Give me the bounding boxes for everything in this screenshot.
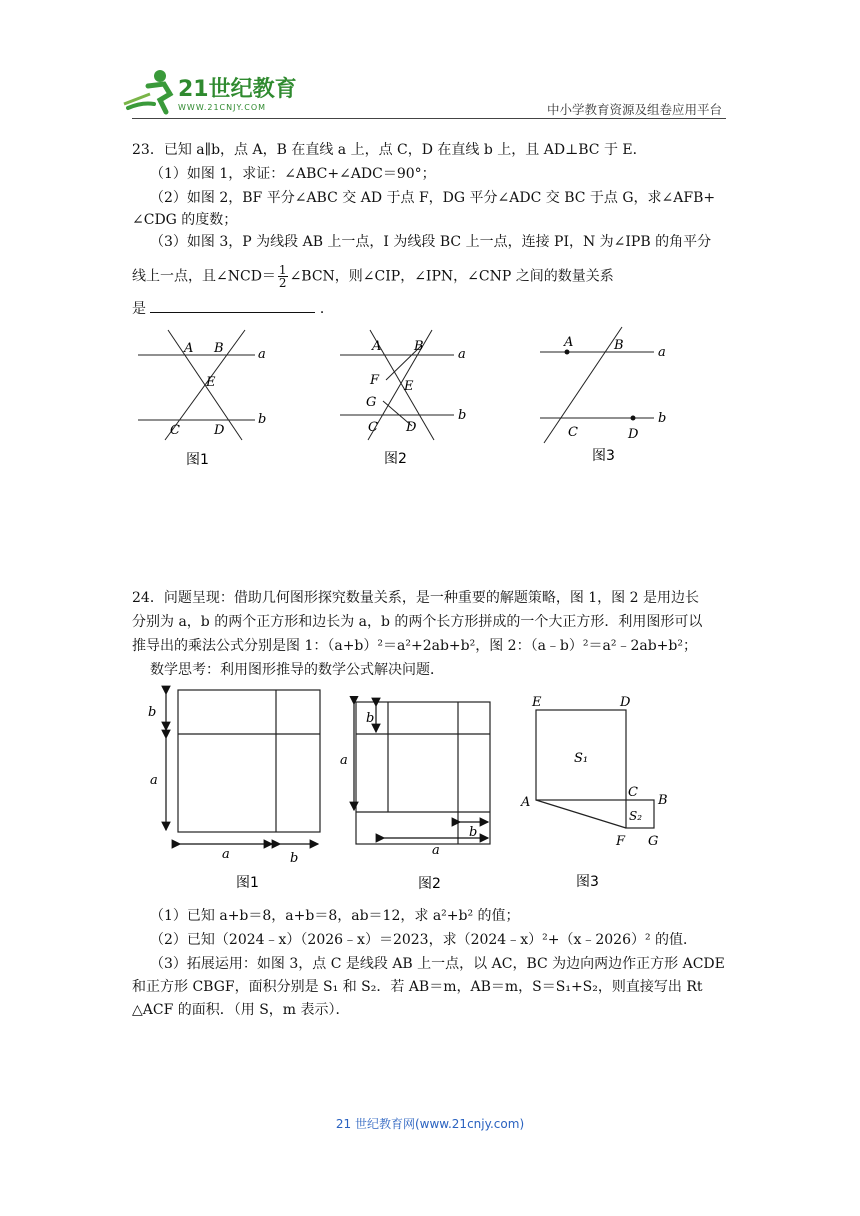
fig3-label-b-point: B <box>614 338 624 353</box>
q24-fig1-label-a-left: a <box>150 773 158 788</box>
q23-figure-3 <box>530 322 680 467</box>
q23-line6 <box>132 264 614 289</box>
fig1-label-b-point: B <box>214 341 224 356</box>
q24-fig3-label-s1: S₁ <box>574 751 589 766</box>
q24-part1: （1）已知 a+b＝8，a+b＝8，ab＝12，求 a²+b² 的值； <box>150 908 520 924</box>
fig2-caption: 图2 <box>384 451 407 467</box>
fig2-line-a: a <box>458 347 466 362</box>
q24-fig2-label-a-left: a <box>340 753 348 768</box>
q23-line3: （2）如图 2，BF 平分∠ABC 交 AD 于点 F，DG 平分∠ADC 交 BC 于点 G，求∠AFB+ <box>150 190 716 206</box>
q24-fig1-label-a-bottom: a <box>222 847 230 862</box>
fig2-label-f-point: F <box>370 373 380 388</box>
q24-fig1-caption: 图1 <box>236 875 259 891</box>
footer-link[interactable]: 21 世纪教育网(www.21cnjy.com) <box>335 1117 525 1131</box>
fig3-label-d-point: D <box>628 427 639 442</box>
q24-fig2-label-b-left: b <box>366 711 375 726</box>
q24-fig3-label-g: G <box>648 834 659 849</box>
point-d-dot <box>631 416 636 421</box>
q24-fig3-label-a: A <box>521 795 531 810</box>
q23-line7-start: 是 <box>132 301 146 317</box>
q24-part2: （2）已知（2024﹣x）（2026﹣x）＝2023，求（2024﹣x）²+（x﹣2026）² 的值． <box>150 932 698 948</box>
q24-part3-line2: 和正方形 CBGF，面积分别是 S₁ 和 S₂．若 AB＝m，AB＝m，S＝S₁+S₂，则直接写出 Rt <box>132 979 703 995</box>
fig2-label-c-point: C <box>368 420 378 435</box>
q24-fig3-label-b: B <box>658 793 668 808</box>
q23-line4: ∠CDG 的度数； <box>132 212 238 228</box>
q23-line6-end: ∠BCN，则∠CIP，∠IPN，∠CNP 之间的数量关系 <box>289 268 614 285</box>
site-logo <box>120 64 300 120</box>
fig2-label-d-point: D <box>406 420 417 435</box>
runner-icon <box>124 70 170 112</box>
fig1-label-d-point: D <box>214 423 225 438</box>
fraction-denominator: 2 <box>278 276 287 290</box>
fig2-label-g-point: G <box>366 395 377 410</box>
q24-line4: 数学思考：利用图形推导的数学公式解决问题． <box>150 662 444 678</box>
fig1-label-c-point: C <box>170 423 180 438</box>
fig2-label-e-point: E <box>404 379 414 394</box>
header-divider <box>132 118 726 119</box>
fig1-line-b: b <box>258 412 267 427</box>
fig2-line-b: b <box>458 408 467 423</box>
q24-figure-3 <box>516 692 686 892</box>
fig3-line-b: b <box>658 411 667 426</box>
q23-line5: （3）如图 3，P 为线段 AB 上一点，I 为线段 BC 上一点，连接 PI，N 为∠IPB 的角平分 <box>150 234 712 250</box>
fig1-line-a: a <box>258 347 266 362</box>
q23-line7-end: ． <box>319 301 334 317</box>
q23-line2: （1）如图 1，求证：∠ABC+∠ADC＝90°； <box>150 166 436 182</box>
q24-fig3-label-e: E <box>532 695 542 710</box>
q24-fig2-caption: 图2 <box>418 876 441 892</box>
q23-line7 <box>132 298 334 319</box>
q24-line2: 分别为 a，b 的两个正方形和边长为 a，b 的两个长方形拼成的一个大正方形．利用图形可以 <box>132 614 703 630</box>
platform-name: 中小学教育资源及组卷应用平台 <box>546 102 722 117</box>
fig2-label-a-point: A <box>372 339 382 354</box>
fig3-label-a-point: A <box>564 335 574 350</box>
q24-part3-line3: △ACF 的面积．（用 S，m 表示）． <box>132 1002 350 1018</box>
q24-fig2-label-b-inner: b <box>469 825 478 840</box>
fig1-label-a-point: A <box>184 341 194 356</box>
q24-fig3-label-s2: S₂ <box>629 809 643 823</box>
q24-fig3-label-d: D <box>620 695 631 710</box>
q23-figure-1 <box>130 328 280 473</box>
q24-figure-1 <box>140 684 330 894</box>
q23-line1: 23．已知 a∥b，点 A，B 在直线 a 上，点 C，D 在直线 b 上，且 AD⊥BC 于 E． <box>132 142 647 158</box>
fig3-label-c-point: C <box>568 425 578 440</box>
logo-url: WWW.21CNJY.COM <box>178 103 267 112</box>
logo-title: 21世纪教育 <box>178 77 297 102</box>
fig1-caption: 图1 <box>186 452 209 468</box>
q24-fig2-label-a-bottom: a <box>432 843 440 858</box>
q24-fig1-label-b-bottom: b <box>290 851 299 866</box>
point-a-dot <box>565 350 570 355</box>
fig2-label-b-point: B <box>414 339 424 354</box>
q24-fig3-label-f: F <box>616 834 626 849</box>
answer-blank[interactable] <box>150 298 315 313</box>
q23-line6-start: 线上一点，且∠NCD＝ <box>132 268 276 285</box>
q24-figure-2 <box>336 696 496 896</box>
fig3-line-a: a <box>658 345 666 360</box>
q24-fig3-caption: 图3 <box>576 874 599 890</box>
q24-line1: 24．问题呈现：借助几何图形探究数量关系，是一种重要的解题策略，图 1，图 2 是用边长 <box>132 590 699 606</box>
fig3-caption: 图3 <box>592 448 615 464</box>
q24-line3: 推导出的乘法公式分别是图 1：（a+b）²＝a²+2ab+b²，图 2：（a﹣b）²＝a²﹣2ab+b²； <box>132 638 697 654</box>
one-half-fraction <box>278 264 288 289</box>
q24-fig1-label-b-left: b <box>148 705 157 720</box>
fig1-label-e-point: E <box>206 375 216 390</box>
fraction-numerator: 1 <box>278 263 287 277</box>
q24-fig3-label-c: C <box>628 785 638 800</box>
q23-figure-2 <box>330 328 480 473</box>
q24-part3-line1: （3）拓展运用：如图 3，点 C 是线段 AB 上一点，以 AC，BC 为边向两边作正方形 ACDE <box>150 956 725 972</box>
